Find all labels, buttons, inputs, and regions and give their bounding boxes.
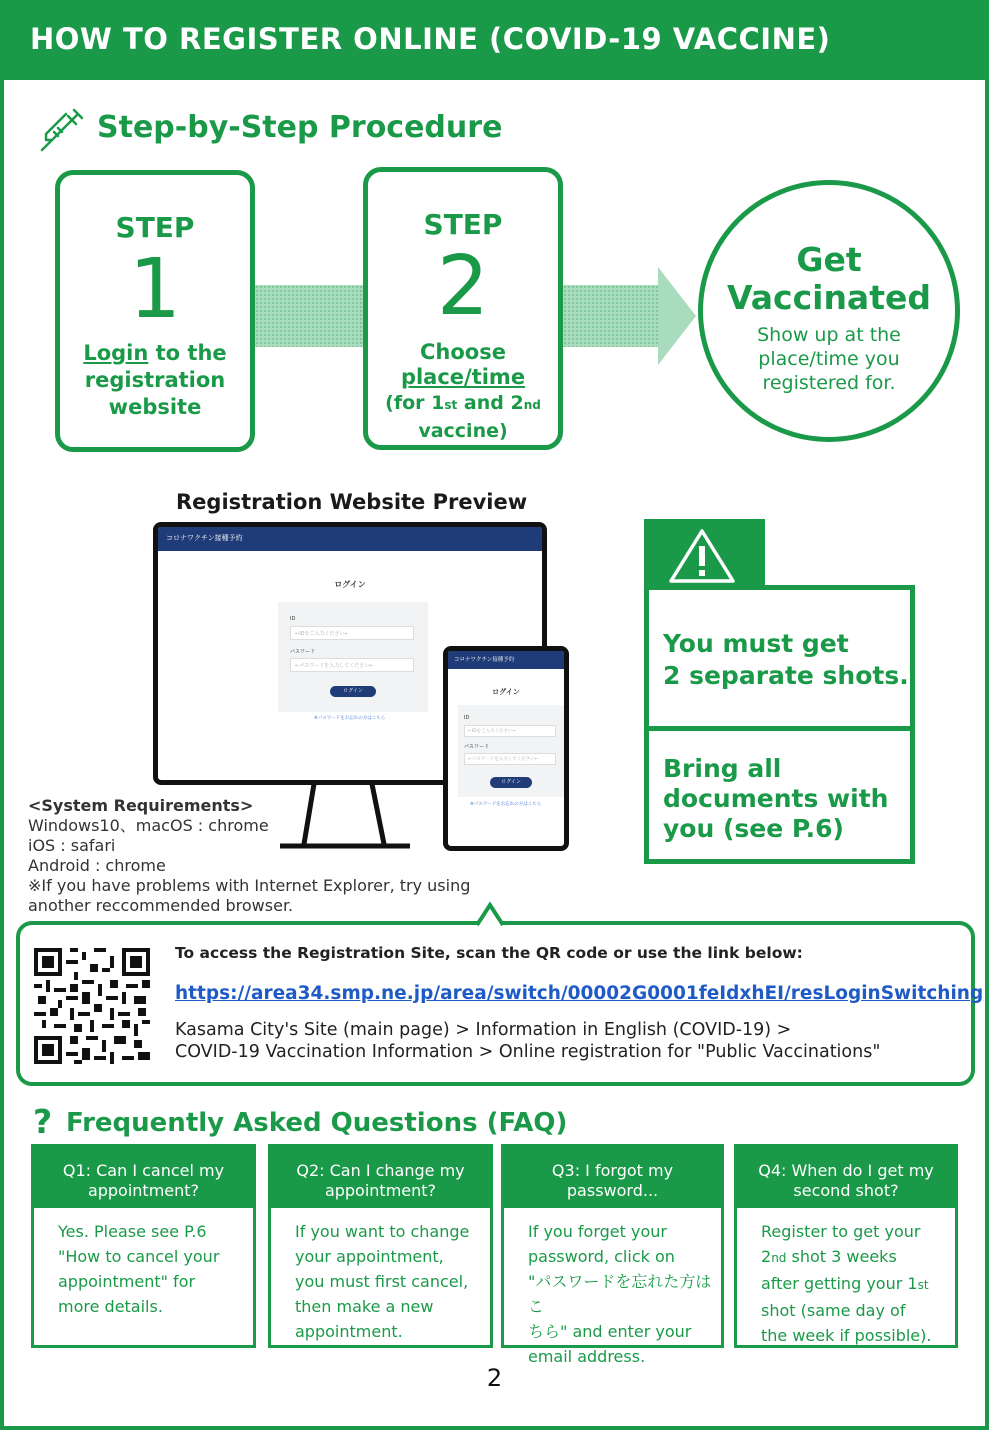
faq-a4-line-3 — [761, 1271, 947, 1298]
step-2-line-4: vaccine) — [418, 420, 508, 442]
page-number: 2 — [486, 1364, 503, 1392]
faq-q2-line-a: Q2: Can I change my — [296, 1161, 465, 1180]
faq-a3-line-2: password, click on — [528, 1247, 675, 1266]
faq-a4-pre: after getting your 1 — [761, 1274, 918, 1293]
monitor-login-heading: ログイン — [334, 580, 366, 589]
faq-a4-line-5: the week if possible). — [761, 1326, 932, 1345]
final-title-a: Get — [796, 240, 862, 279]
tablet-login-button[interactable]: ログイン — [490, 777, 532, 788]
sysreq-line-5: another reccommended browser. — [28, 896, 294, 915]
faq-question-3 — [504, 1147, 721, 1208]
login-link-word: Login — [83, 341, 149, 365]
warning-text-2a: Bring all — [663, 754, 782, 783]
faq-a4-num: 2 — [761, 1247, 772, 1266]
system-requirements — [28, 796, 470, 916]
access-path-line-1: Kasama City's Site (main page) > Information in English (COVID-19) > — [175, 1020, 792, 1040]
tablet-pw-input[interactable]: ←パスワードを入力してください← — [464, 753, 556, 765]
faq-card-2 — [268, 1144, 493, 1348]
faq-q4-line-a: Q4: When do I get my — [758, 1161, 934, 1180]
step-2-number: 2 — [436, 239, 490, 334]
place-time-link-word: place/time — [400, 365, 526, 389]
faq-a2-line-3: you must first cancel, — [295, 1272, 469, 1291]
faq-a2-line-5: appointment. — [295, 1322, 403, 1341]
warning-two-shots — [663, 628, 909, 692]
sysreq-line-2: iOS : safari — [28, 836, 116, 855]
access-breadcrumb — [175, 1019, 880, 1063]
tablet-id-label: ID — [464, 715, 470, 721]
faq-a3-line-5: email address. — [528, 1347, 646, 1366]
step-1-description — [70, 340, 240, 421]
access-heading: To access the Registration Site, scan the QR code or use the link below: — [175, 944, 803, 962]
step-1-number: 1 — [128, 242, 182, 337]
faq-q4-line-b: second shot? — [793, 1181, 899, 1200]
faq-a4-line-1: Register to get your — [761, 1222, 921, 1241]
monitor-forgot-link[interactable]: ※パスワードをお忘れの方はこちら — [314, 716, 386, 721]
faq-question-1 — [34, 1147, 253, 1208]
monitor-id-input[interactable]: ←IDをご入力ください← — [290, 626, 414, 640]
sysreq-line-1: Windows10、macOS : chrome — [28, 816, 269, 835]
header-bar — [0, 0, 989, 80]
step-2-label: STEP — [423, 208, 503, 241]
faq-q3-line-b: password... — [566, 1181, 659, 1200]
faq-card-4 — [734, 1144, 958, 1348]
faq-a4-line-2 — [761, 1244, 947, 1271]
tablet-login-heading: ログイン — [492, 688, 520, 696]
sysreq-line-3: Android : chrome — [28, 856, 166, 875]
faq-a4-rest: shot 3 weeks — [786, 1247, 897, 1266]
final-title-b: Vaccinated — [727, 278, 931, 317]
warning-text-1b: 2 separate shots. — [663, 661, 909, 690]
faq-a1-line-1: Yes. Please see P.6 — [58, 1222, 207, 1241]
section-title-procedure: Step-by-Step Procedure — [97, 110, 503, 145]
arrow-head — [658, 267, 696, 365]
tablet-pw-label: パスワード — [464, 744, 490, 750]
get-vaccinated-circle — [698, 180, 960, 442]
step-1-card — [55, 170, 255, 452]
monitor-login-button[interactable]: ログイン — [330, 686, 376, 697]
warning-bring-documents — [663, 754, 888, 844]
final-desc-c: registered for. — [762, 372, 896, 394]
faq-q1-line-b: appointment? — [87, 1181, 200, 1200]
page-title: HOW TO REGISTER ONLINE (COVID-19 VACCINE) — [30, 22, 831, 56]
faq-a2-line-4: then make a new — [295, 1297, 434, 1316]
step-2-description — [374, 340, 552, 444]
warning-text-2b: documents with — [663, 784, 889, 813]
warning-text-1a: You must get — [663, 629, 849, 658]
monitor-pw-label: パスワード — [290, 649, 316, 655]
warning-icon — [668, 528, 736, 584]
syringe-icon — [38, 106, 86, 154]
step-2-line-1: Choose — [420, 340, 506, 364]
faq-card-3 — [501, 1144, 724, 1366]
step-1-text-c: website — [108, 395, 202, 419]
step-2-st: st — [444, 398, 458, 412]
step-1-text-a: to the — [148, 341, 227, 365]
warning-text-2c: you (see P.6) — [663, 814, 844, 843]
registration-link[interactable]: https://area34.smp.ne.jp/area/switch/00002G0001feIdxhEI/resLoginSwitching — [175, 983, 984, 1004]
faq-q2-line-b: appointment? — [324, 1181, 437, 1200]
tablet-site-bar: コロナワクチン接種予約 — [448, 651, 564, 669]
monitor-pw-input[interactable]: ←パスワードを入力してください← — [290, 658, 414, 672]
preview-title: Registration Website Preview — [176, 490, 528, 514]
monitor-login-card — [278, 602, 428, 712]
faq-question-2 — [271, 1147, 490, 1208]
faq-a2-line-1: If you want to change — [295, 1222, 470, 1241]
sysreq-line-4: ※If you have problems with Internet Explorer, try using — [28, 876, 471, 895]
faq-question-4 — [737, 1147, 955, 1208]
callout-pointer — [477, 902, 503, 926]
final-desc-b: place/time you — [758, 348, 900, 370]
question-mark-icon: ? — [33, 1102, 53, 1141]
faq-answer-4 — [761, 1219, 947, 1348]
faq-a2-line-2: your appointment, — [295, 1247, 444, 1266]
faq-a1-line-2: "How to cancel your — [58, 1247, 220, 1266]
faq-answer-3 — [528, 1219, 713, 1369]
access-path-line-2: COVID-19 Vaccination Information > Online registration for "Public Vaccinations" — [175, 1042, 881, 1062]
faq-a1-line-4: more details. — [58, 1297, 163, 1316]
get-vaccinated-desc — [723, 323, 935, 395]
step-2-card — [363, 167, 563, 450]
faq-a3-line-1: If you forget your — [528, 1222, 667, 1241]
faq-q1-line-a: Q1: Can I cancel my — [62, 1161, 225, 1180]
faq-answer-1 — [58, 1219, 245, 1319]
arrow-connector-1 — [255, 285, 363, 347]
faq-a4-st: st — [917, 1278, 929, 1292]
step-1-label: STEP — [115, 211, 195, 244]
step-2-paren: (for 1 — [385, 392, 445, 414]
tablet-forgot-link[interactable]: ※パスワードをお忘れの方はこちら — [470, 802, 542, 807]
faq-a1-line-3: appointment" for — [58, 1272, 196, 1291]
faq-title: Frequently Asked Questions (FAQ) — [66, 1108, 568, 1138]
monitor-id-label: ID — [290, 616, 296, 622]
faq-a4-nd: nd — [771, 1251, 787, 1265]
sysreq-heading: <System Requirements> — [28, 796, 254, 815]
faq-q3-line-a: Q3: I forgot my — [551, 1161, 674, 1180]
warning-box — [644, 585, 915, 864]
step-1-text-b: registration — [84, 368, 226, 392]
tablet-id-input[interactable]: ←IDをご入力ください← — [464, 725, 556, 737]
monitor-site-bar: コロナワクチン接種予約 — [158, 527, 542, 551]
get-vaccinated-title — [703, 241, 955, 317]
faq-a3-line-3: "パスワードを忘れた方はこ — [528, 1272, 712, 1316]
qr-code[interactable] — [34, 948, 150, 1064]
faq-a4-line-4: shot (same day of — [761, 1301, 906, 1320]
final-desc-a: Show up at the — [757, 324, 901, 346]
faq-a3-line-4: ちら" and enter your — [528, 1322, 692, 1341]
faq-answer-2 — [295, 1219, 482, 1344]
tablet-login-card — [458, 705, 564, 797]
step-2-and: and 2 — [457, 392, 524, 414]
step-2-nd: nd — [523, 398, 541, 412]
warning-divider — [649, 726, 910, 731]
faq-card-1 — [31, 1144, 256, 1348]
arrow-connector-2 — [563, 285, 663, 347]
